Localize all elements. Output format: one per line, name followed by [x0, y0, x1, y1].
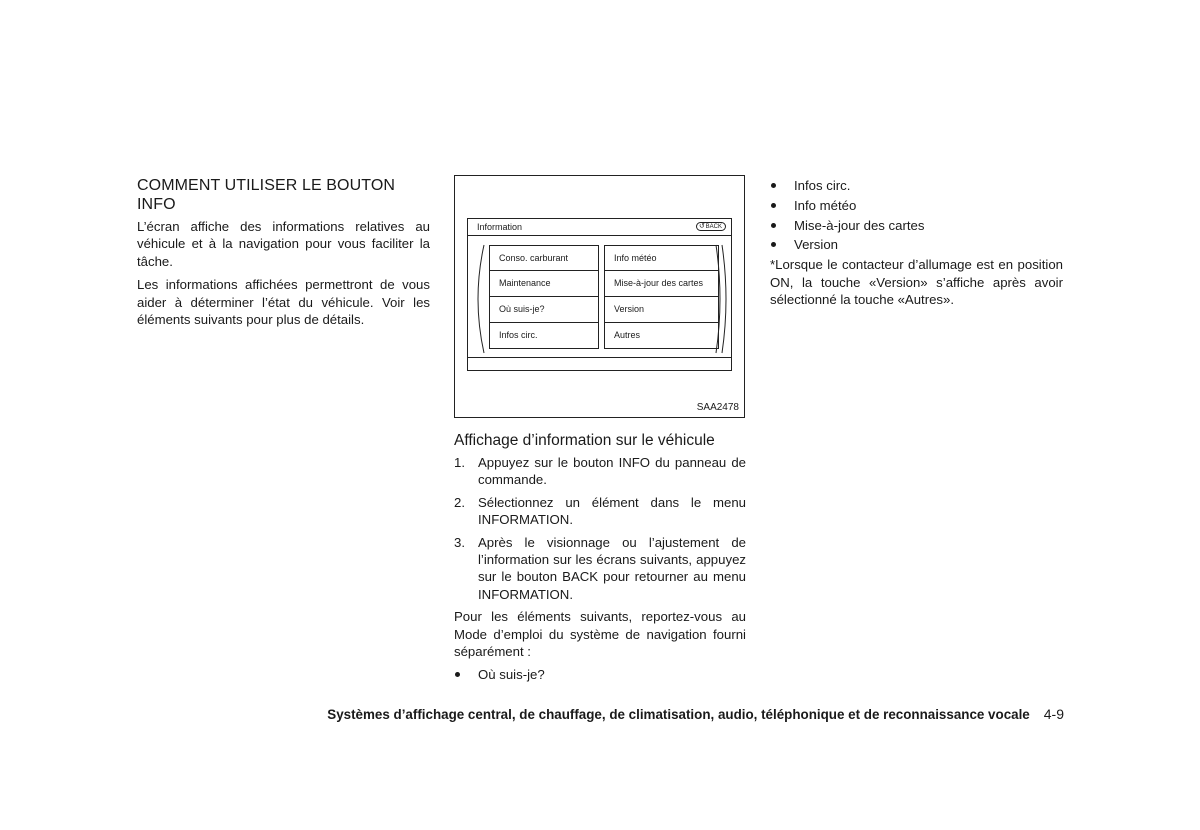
- version-note: *Lorsque le contacteur d’allumage est en position ON, la touche «Version» s’affiche après avoir sélectionné la touche «Autres».: [770, 257, 1063, 307]
- bullet-item: Info météo: [770, 197, 1063, 214]
- subsection-heading: Affichage d’information sur le véhicule: [454, 432, 715, 449]
- step-item: [454, 454, 746, 489]
- info-screen-figure: [454, 175, 745, 418]
- menu-item-autres[interactable]: Autres: [604, 323, 719, 349]
- right-column: [770, 177, 1063, 314]
- back-button[interactable]: [696, 222, 726, 231]
- step-item: [454, 534, 746, 604]
- menu-item-version[interactable]: Version: [604, 297, 719, 323]
- step-text: Après le visionnage ou l’ajustement de l’information sur les écrans suivants, appuyez sur le bouton BACK pour retourner au menu INFORMATION.: [478, 534, 746, 602]
- screen-title-bar: [468, 219, 731, 236]
- back-label: BACK: [705, 224, 722, 230]
- page-footer: [0, 706, 1064, 722]
- details-paragraph: Les informations affichées permettront de vous aider à déterminer l’état du véhicule. Voir les éléments suivants pour plus de détails.: [137, 277, 430, 328]
- screen-bottom-bar: [468, 357, 731, 370]
- steps-list: [454, 454, 746, 603]
- footer-section-title: Systèmes d’affichage central, de chauffage, de climatisation, audio, téléphonique et de reconnaissance vocale: [327, 707, 1030, 722]
- step-text: Appuyez sur le bouton INFO du panneau de commande.: [478, 455, 746, 488]
- screen-title: Information: [477, 222, 523, 232]
- step-number: 1.: [454, 455, 465, 470]
- menu-item-mise-a-jour-cartes[interactable]: Mise-à-jour des cartes: [604, 271, 719, 297]
- bullet-item: Version: [770, 236, 1063, 253]
- intro-paragraph: L’écran affiche des informations relatives au véhicule et à la navigation pour vous faciliter la tâche.: [137, 219, 430, 269]
- menu-item-info-meteo[interactable]: Info météo: [604, 245, 719, 271]
- left-column: [137, 177, 430, 334]
- step-number: 3.: [454, 534, 465, 550]
- menu-right-column: [604, 245, 719, 349]
- menu-item-maintenance[interactable]: Maintenance: [489, 271, 599, 297]
- section-heading: COMMENT UTILISER LE BOUTON INFO: [137, 177, 396, 213]
- menu-item-ou-suis-je[interactable]: Où suis-je?: [489, 297, 599, 323]
- menu-item-infos-circ[interactable]: Infos circ.: [489, 323, 599, 349]
- information-screen: [467, 218, 732, 371]
- right-bullet-list: [770, 177, 1063, 254]
- figure-code: SAA2478: [696, 402, 739, 413]
- menu-item-conso-carburant[interactable]: Conso. carburant: [489, 245, 599, 271]
- step-item: [454, 494, 746, 529]
- back-arrow-icon: ↺: [699, 223, 705, 230]
- bullet-item: Où suis-je?: [454, 666, 746, 683]
- bullet-item: Infos circ.: [770, 177, 1063, 194]
- navigation-reference-paragraph: Pour les éléments suivants, reportez-vous au Mode d’emploi du système de navigation fourni séparément :: [454, 609, 746, 660]
- menu-left-column: [489, 245, 599, 349]
- step-text: Sélectionnez un élément dans le menu INFORMATION.: [478, 494, 746, 528]
- middle-bullet-list: [454, 666, 746, 683]
- bullet-item: Mise-à-jour des cartes: [770, 217, 1063, 234]
- middle-column: [454, 431, 746, 686]
- page-number: 4-9: [1043, 706, 1064, 722]
- step-number: 2.: [454, 494, 465, 510]
